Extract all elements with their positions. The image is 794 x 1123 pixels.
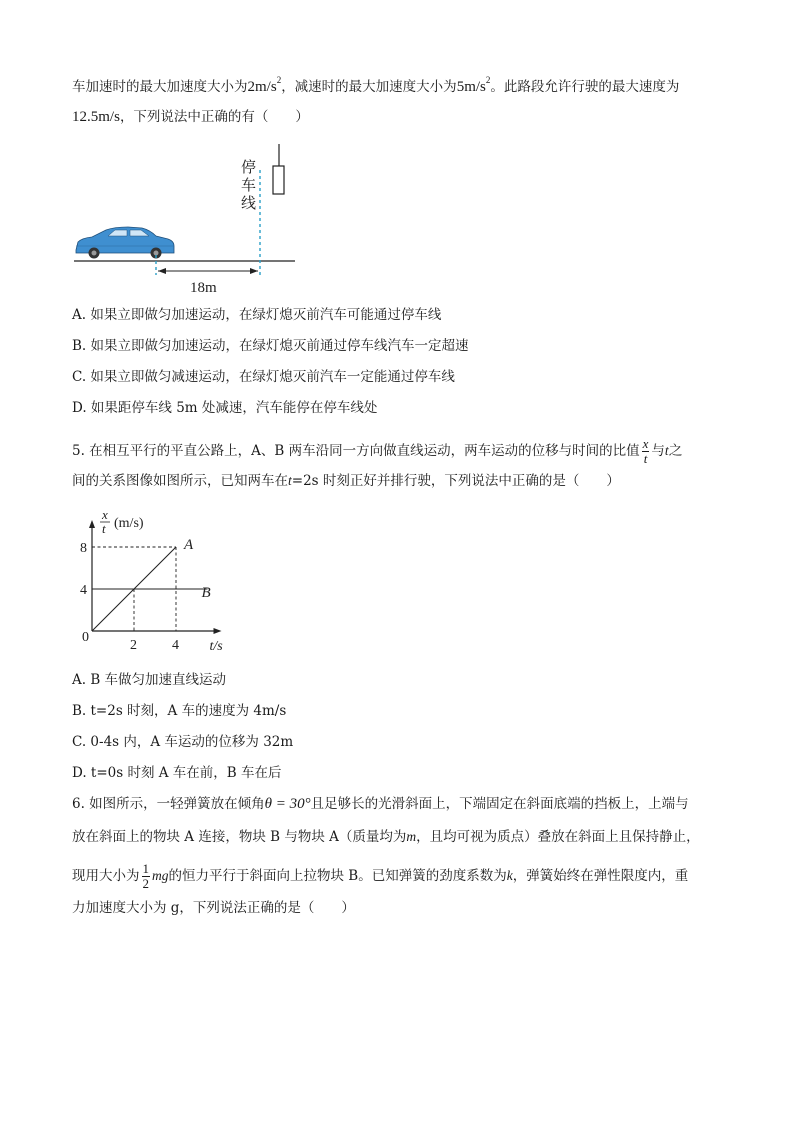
q6-line3-a: 现用大小为 <box>72 868 140 884</box>
q6-line1-b: 且足够长的光滑斜面上，下端固定在斜面底端的挡板上，上端与 <box>310 796 689 812</box>
x-axis-arrow <box>214 628 222 634</box>
q6-theta: θ = 30° <box>264 796 311 812</box>
x-label: t/s <box>209 639 223 654</box>
y-label-den: t <box>102 521 106 536</box>
q5-line2-t: t <box>288 473 292 488</box>
q6-line2-a: 放在斜面上的物块 A 连接，物块 B 与物块 A（质量均为 <box>72 829 407 845</box>
q4-option-a[interactable]: A. 如果立即做匀加速运动，在绿灯熄灭前汽车可能通过停车线 <box>72 307 442 323</box>
y-tick-label-4: 4 <box>80 583 87 598</box>
q4-speed: 12.5m/s <box>72 109 120 125</box>
q6-m: m <box>406 829 417 844</box>
q6-text-line-3 <box>72 862 688 891</box>
q4-line2-b: ，下列说法中正确的有（ ） <box>119 109 309 125</box>
q5-option-c[interactable]: C. 0-4s 内，A 车运动的位移为 32m <box>72 734 294 750</box>
q6-mg: mg <box>152 868 169 883</box>
series-label-A: A <box>184 537 194 553</box>
q6-text-line-1 <box>72 794 689 814</box>
q6-text-line-2 <box>72 827 700 847</box>
q4-line1-c: 。此路段允许行驶的最大速度为 <box>490 79 680 95</box>
q6-line3-c: ，弹簧始终在弹性限度内，重 <box>512 868 689 884</box>
y-label-num: x <box>102 507 108 522</box>
q5-text-line-2 <box>72 471 620 491</box>
q6-line3-b: 的恒力平行于斜面向上拉物块 B。已知弹簧的劲度系数为 <box>168 868 507 884</box>
q4-line1-a: 车加速时的最大加速度大小为 <box>72 79 248 95</box>
x-tick-label-4: 4 <box>172 638 179 653</box>
stop-line-char-2: 车 <box>241 178 257 194</box>
q6-k: k <box>506 868 513 883</box>
stop-line-char-3: 线 <box>241 196 257 212</box>
q5-option-a[interactable]: A. B 车做匀加速直线运动 <box>72 672 227 688</box>
origin-label: 0 <box>82 630 89 645</box>
q6-line1-a: 6. 如图所示，一轻弹簧放在倾角 <box>72 796 265 812</box>
car-icon <box>76 227 174 259</box>
q6-line2-b: ，且均可视为质点）叠放在斜面上且保持静止， <box>416 829 700 845</box>
series-label-B: B <box>201 585 211 601</box>
stop-line-char-1: 停 <box>241 160 257 176</box>
x-tick-label-2: 2 <box>130 638 137 653</box>
q4-accel: $2m/s^2$ <box>247 75 282 95</box>
q4-option-d[interactable]: D. 如果距停车线 5m 处减速，汽车能停在停车线处 <box>72 400 378 416</box>
q4-figure <box>70 140 310 300</box>
q4-decel: $5m/s^2$ <box>456 75 491 95</box>
q5-chart <box>70 500 250 660</box>
q5-text-line-1 <box>72 437 682 466</box>
q5-line1-b: 与 <box>651 443 665 459</box>
y-tick-label-8: 8 <box>80 541 87 556</box>
q5-option-d[interactable]: D. t=0s 时刻 A 车在前，B 车在后 <box>72 765 282 781</box>
traffic-light-icon <box>273 144 284 194</box>
q5-frac-x-over-t: $\frac{x}{t}$ <box>642 436 649 466</box>
q4-option-b[interactable]: B. 如果立即做匀加速运动，在绿灯熄灭前通过停车线汽车一定超速 <box>72 338 469 354</box>
q5-option-b[interactable]: B. t=2s 时刻，A 车的速度为 4m/s <box>72 703 287 719</box>
q4-text-line-2 <box>72 107 309 127</box>
q4-text-line-1 <box>72 72 679 97</box>
y-label-unit: (m/s) <box>114 516 144 531</box>
q6-text-line-4: 力加速度大小为 g，下列说法正确的是（ ） <box>72 900 355 916</box>
q4-line1-b: ，减速时的最大加速度大小为 <box>281 79 457 95</box>
q5-line1-c: 之 <box>668 443 683 459</box>
q5-line2-b: =2s 时刻正好并排行驶，下列说法中正确的是（ ） <box>291 473 620 489</box>
q4-option-c[interactable]: C. 如果立即做匀减速运动，在绿灯熄灭前汽车一定能通过停车线 <box>72 369 455 385</box>
y-axis-arrow <box>89 520 95 528</box>
q6-frac-one-half: $\frac{1}{2}$ <box>142 861 149 891</box>
distance-label: 18m <box>190 280 217 296</box>
q5-line2-a: 间的关系图像如图所示，已知两车在 <box>72 473 288 489</box>
q5-line1-a: 5. 在相互平行的平直公路上，A、B 两车沿同一方向做直线运动，两车运动的位移与时间的比值 <box>72 443 640 459</box>
q5-line1-t: t <box>664 443 669 458</box>
